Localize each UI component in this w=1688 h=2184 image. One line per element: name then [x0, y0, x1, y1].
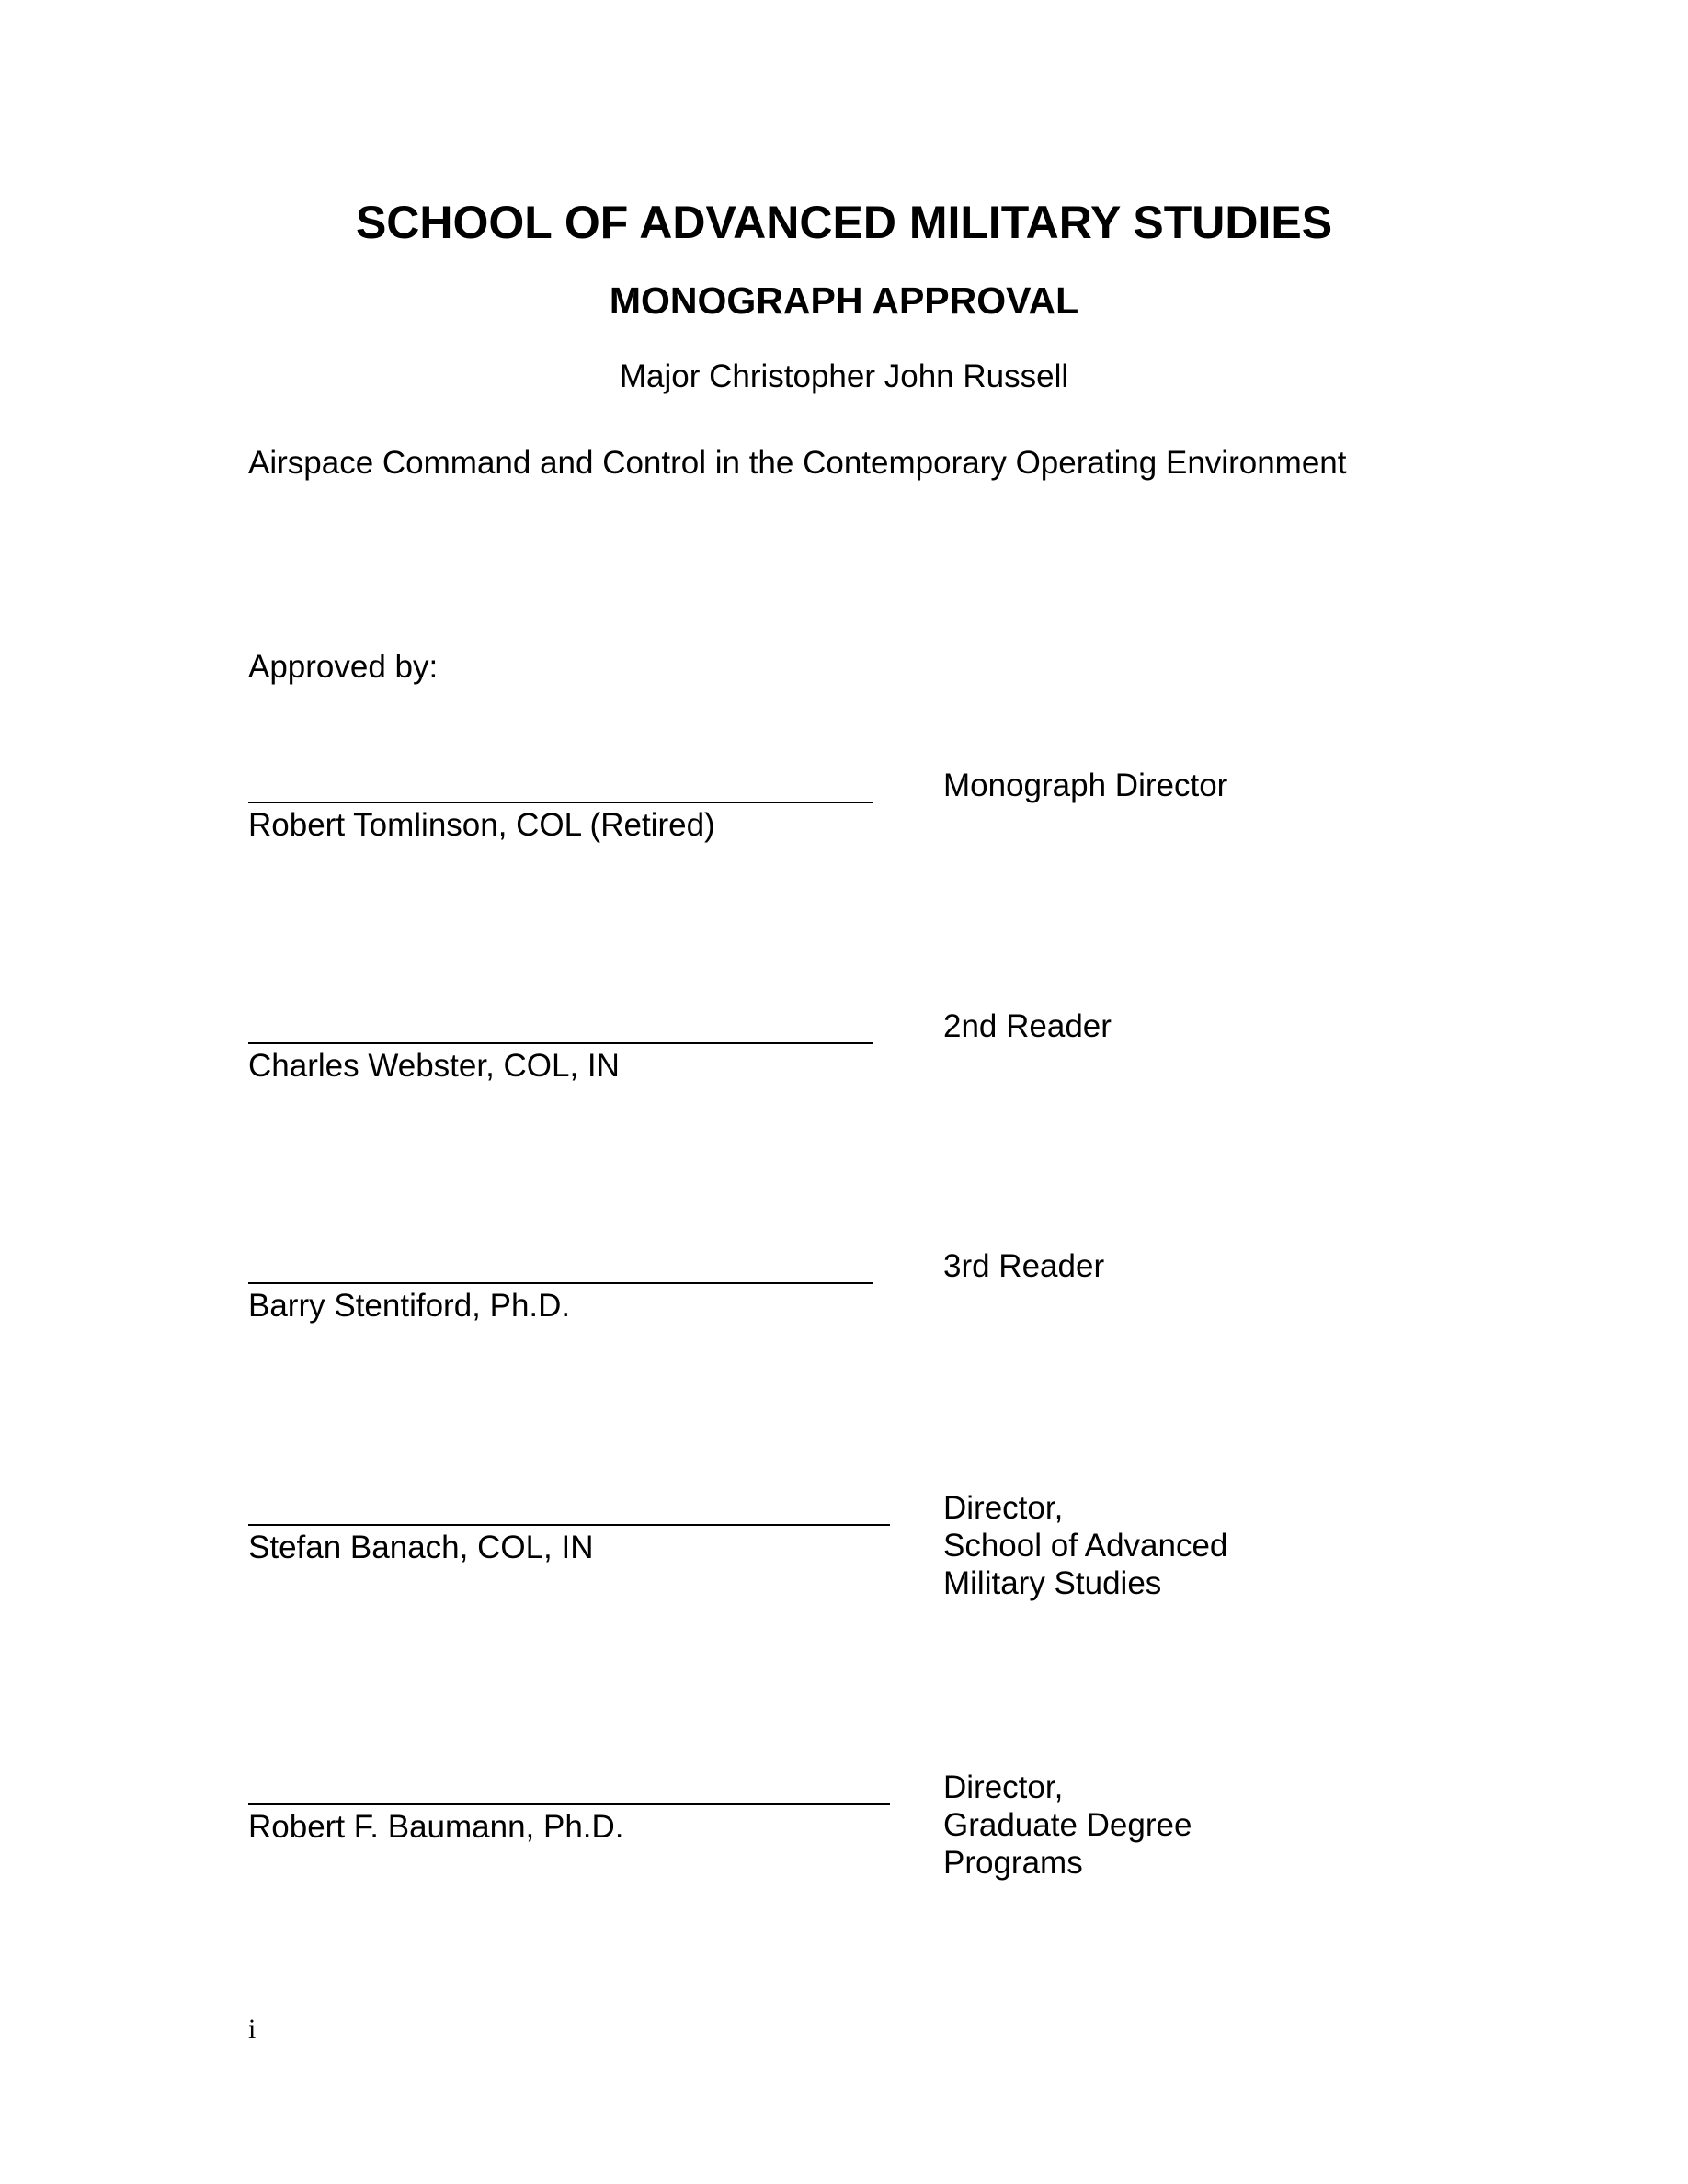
monograph-title: Airspace Command and Control in the Contemporary Operating Environment [248, 445, 1347, 481]
role-line: Monograph Director [943, 768, 1228, 803]
signature-line [248, 1042, 873, 1044]
page-title: SCHOOL OF ADVANCED MILITARY STUDIES [355, 197, 1333, 248]
signatory-role [943, 1007, 1112, 1045]
signature-line [248, 802, 873, 803]
role-line: School of Advanced [943, 1528, 1228, 1564]
role-line: 2nd Reader [943, 1008, 1112, 1044]
role-line: Graduate Degree [943, 1807, 1192, 1843]
role-line: Military Studies [943, 1565, 1162, 1601]
signatory-name: Robert Tomlinson, COL (Retired) [248, 807, 715, 843]
signatory-name: Stefan Banach, COL, IN [248, 1530, 594, 1565]
signature-line [248, 1803, 890, 1805]
role-line: Director, [943, 1769, 1064, 1805]
signatory-name: Robert F. Baumann, Ph.D. [248, 1809, 624, 1845]
signatory-role [943, 1769, 1192, 1882]
signatory-name: Barry Stentiford, Ph.D. [248, 1288, 571, 1324]
signatory-name: Charles Webster, COL, IN [248, 1048, 620, 1084]
author-name: Major Christopher John Russell [619, 358, 1069, 394]
page-number: i [248, 2014, 257, 2044]
role-line: Director, [943, 1490, 1064, 1526]
approved-by-label: Approved by: [248, 649, 439, 685]
role-line: Programs [943, 1845, 1083, 1881]
signatory-role [943, 767, 1227, 804]
signature-line [248, 1282, 873, 1284]
role-line: 3rd Reader [943, 1248, 1105, 1284]
signatory-role [943, 1247, 1104, 1285]
signatory-role [943, 1489, 1227, 1602]
signature-line [248, 1524, 890, 1526]
document-heading: MONOGRAPH APPROVAL [609, 279, 1079, 322]
